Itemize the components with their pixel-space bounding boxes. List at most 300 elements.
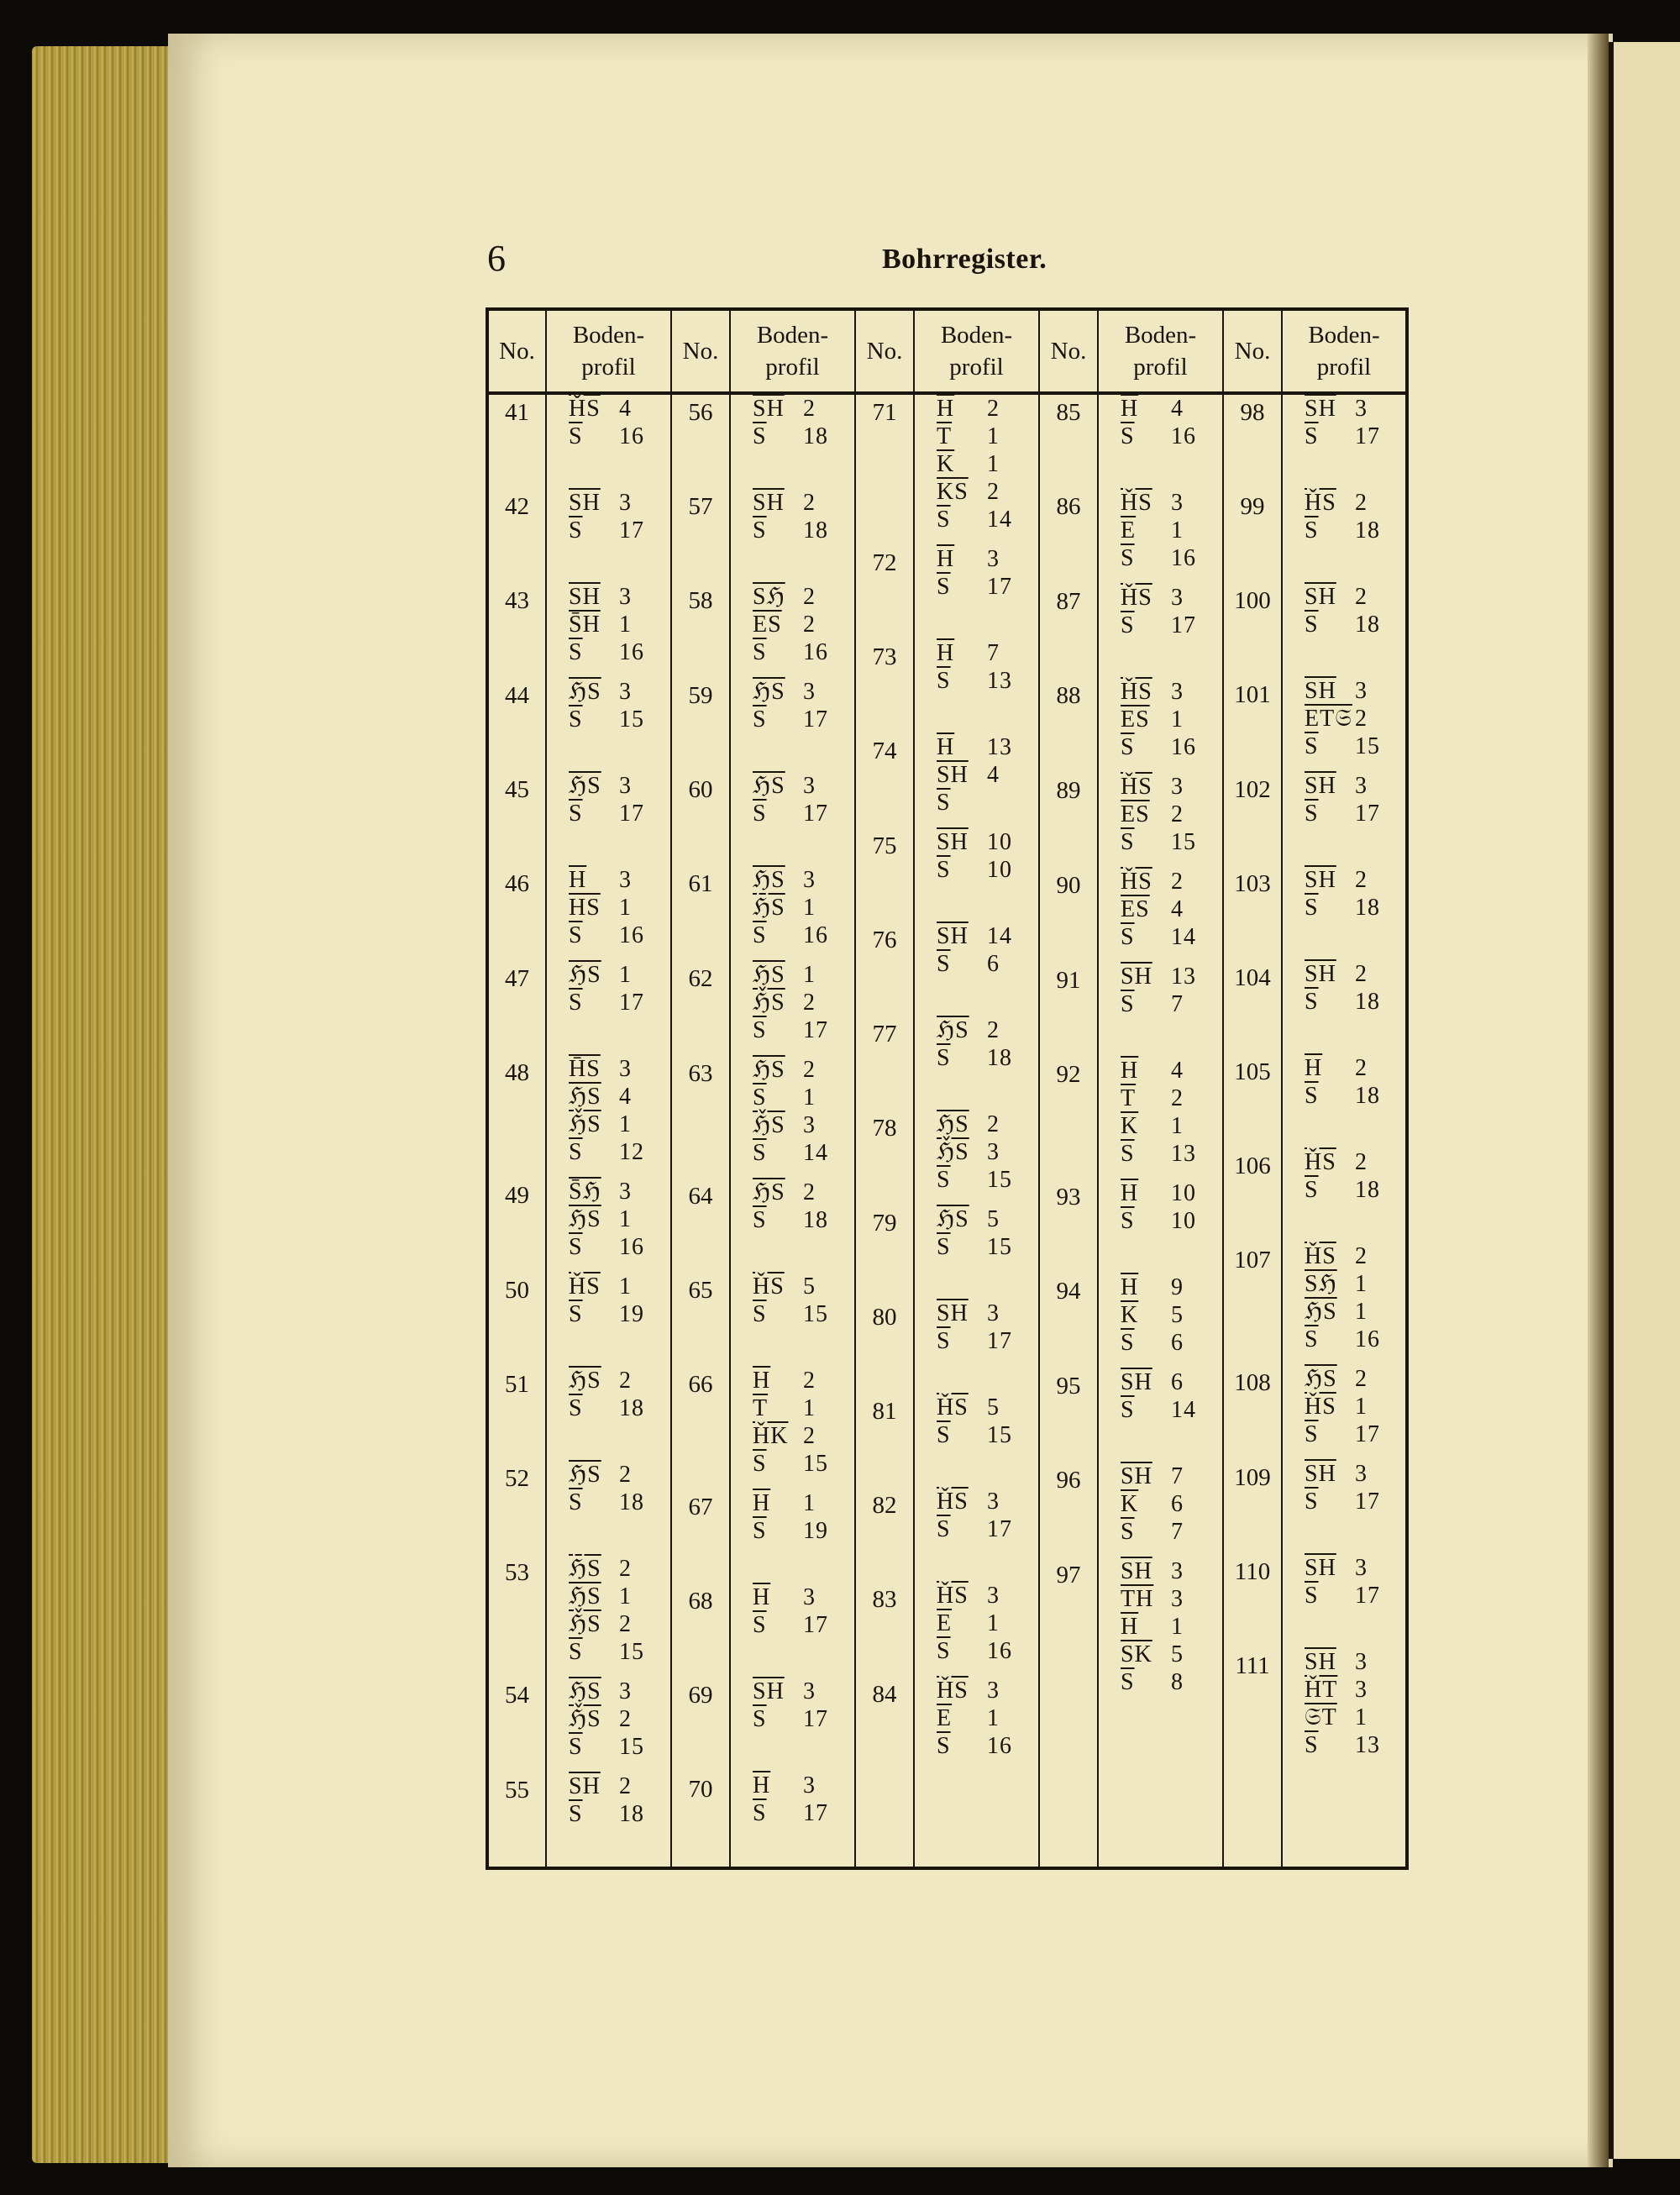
- profile-layer: [1121, 544, 1222, 572]
- soil-profile: [915, 1394, 1038, 1488]
- layer-symbol: $\overline{SH}$: [937, 829, 969, 855]
- layer-symbol: $\overline{S}$: [1305, 733, 1319, 759]
- layer-symbol: $\overline{SH}$: [937, 923, 969, 949]
- layer-depth: 2: [1355, 706, 1368, 732]
- profile-layer: [937, 1582, 1038, 1609]
- layer-depth: 1: [1171, 706, 1184, 733]
- soil-profile: [1283, 1148, 1405, 1242]
- layer-depth: 15: [619, 706, 644, 733]
- layer-depth: 3: [803, 867, 816, 893]
- boring-number: 59: [688, 682, 713, 709]
- layer-depth: 13: [987, 668, 1012, 694]
- profile-layer: [569, 1178, 670, 1205]
- layer-symbol: $\overline{S}$: [937, 668, 951, 694]
- layer-symbol: $\overline{S}$: [569, 423, 583, 449]
- profile-layer: [569, 922, 670, 949]
- soil-profile: [731, 1678, 854, 1772]
- boring-number: 61: [688, 870, 713, 897]
- layer-depth: 17: [1355, 423, 1380, 449]
- boring-number: 56: [688, 399, 713, 426]
- boring-number: 60: [688, 776, 713, 803]
- profile-layer: [1305, 1460, 1405, 1488]
- boring-number: 97: [1056, 1562, 1081, 1588]
- profile-layer: [753, 489, 854, 517]
- boring-number: 55: [505, 1777, 529, 1804]
- layer-depth: 8: [1171, 1669, 1184, 1695]
- layer-depth: 3: [1355, 1677, 1368, 1703]
- profile-layer: [937, 545, 1038, 573]
- layer-symbol: ET𝔖: [1305, 706, 1352, 732]
- profile-layer: [753, 1056, 854, 1084]
- layer-depth: 16: [803, 639, 828, 665]
- layer-depth: 16: [1171, 734, 1196, 760]
- column-profile-cell: [914, 393, 1039, 1868]
- layer-symbol: $\overline{T}$: [753, 1395, 769, 1421]
- layer-depth: 3: [1355, 1649, 1368, 1675]
- layer-symbol: ℌ̌S: [753, 990, 785, 1016]
- soil-profile: [731, 1367, 854, 1489]
- layer-symbol: ℌS: [569, 773, 601, 799]
- layer-depth: 2: [619, 1611, 632, 1637]
- profile-layer: [1121, 706, 1222, 733]
- profile-layer: [1305, 772, 1405, 800]
- layer-symbol: $\overline{S}$: [937, 1045, 951, 1071]
- layer-symbol: $\overline{SH}$: [1305, 396, 1336, 422]
- layer-depth: 1: [803, 895, 816, 921]
- boring-number: 87: [1056, 588, 1081, 615]
- profile-layer: [1305, 611, 1405, 638]
- soil-profile: [915, 828, 1038, 922]
- layer-symbol: $\overline{S}$: [1305, 1421, 1319, 1447]
- profile-layer: [569, 1733, 670, 1761]
- layer-symbol: ℌS: [1305, 1366, 1337, 1392]
- boring-number: 100: [1234, 587, 1271, 614]
- soil-profile: [731, 678, 854, 772]
- soil-profile: [1099, 1557, 1222, 1708]
- layer-symbol: $\overline{S}$: [753, 922, 767, 948]
- layer-depth: 2: [803, 990, 816, 1016]
- layer-depth: 15: [803, 1451, 828, 1477]
- layer-depth: 1: [1171, 1113, 1184, 1139]
- profile-layer: [1121, 1179, 1222, 1207]
- soil-profile: [1099, 963, 1222, 1057]
- layer-symbol: $\overline{S}$: [1305, 1177, 1319, 1203]
- layer-symbol: $\overline{SH}$: [569, 490, 601, 516]
- profile-layer: [569, 894, 670, 922]
- layer-depth: 17: [1355, 801, 1380, 827]
- layer-symbol: $\overline{S}$: [1305, 1489, 1319, 1515]
- profile-layer: [1305, 423, 1405, 450]
- layer-symbol: $\overline{S}$: [753, 639, 767, 665]
- layer-symbol: $\overline{SH}$: [569, 584, 601, 610]
- layer-symbol: $\overline{SH}$: [1305, 867, 1336, 893]
- layer-depth: 14: [1171, 924, 1196, 950]
- boring-number: 75: [872, 832, 897, 859]
- profile-layer: [937, 1732, 1038, 1760]
- soil-profile: [1099, 395, 1222, 489]
- boring-number: 85: [1056, 399, 1081, 426]
- layer-depth: 15: [987, 1167, 1012, 1193]
- profile-layer: [937, 1421, 1038, 1449]
- layer-symbol: $\overline{S}$: [569, 706, 583, 733]
- layer-depth: 18: [803, 423, 828, 449]
- profile-layer: [1121, 923, 1222, 951]
- boring-number: 90: [1056, 872, 1081, 899]
- layer-depth: 3: [1355, 678, 1368, 704]
- layer-symbol: $\overline{S}$: [569, 1395, 583, 1421]
- layer-symbol: ℌS: [753, 1057, 785, 1083]
- layer-depth: 3: [1171, 585, 1184, 611]
- boring-number: 68: [688, 1588, 713, 1615]
- layer-depth: 2: [619, 1773, 632, 1799]
- profile-layer: [937, 950, 1038, 978]
- layer-symbol: $\overline{ȞS}$: [569, 1273, 601, 1300]
- layer-symbol: $\overline{S}$: [753, 1207, 767, 1233]
- layer-depth: 4: [619, 396, 632, 422]
- layer-depth: 16: [619, 1234, 644, 1260]
- profile-layer: [1305, 1365, 1405, 1393]
- profile-layer: [753, 922, 854, 949]
- layer-symbol: $\overline{S}$: [1121, 734, 1135, 760]
- layer-symbol: ℌS: [569, 962, 601, 988]
- soil-profile: [547, 583, 670, 678]
- profile-layer: [1305, 1298, 1405, 1326]
- layer-symbol: $\overline{SH}$: [753, 490, 785, 516]
- layer-symbol: $\overline{S}$: [1305, 895, 1319, 921]
- profile-layer: [753, 1111, 854, 1139]
- header-bodenprofil: Boden- profil: [1282, 309, 1407, 393]
- layer-depth: 2: [1355, 1243, 1368, 1269]
- layer-symbol: $\overline{S}$: [937, 1422, 951, 1448]
- soil-profile: [731, 489, 854, 583]
- layer-depth: 3: [1171, 1586, 1184, 1612]
- profile-layer: [569, 1083, 670, 1111]
- soil-profile: [547, 1273, 670, 1367]
- profile-layer: [569, 1610, 670, 1638]
- layer-symbol: ℌS: [569, 1368, 601, 1394]
- layer-depth: 18: [987, 1045, 1012, 1071]
- profile-layer: [1305, 1082, 1405, 1110]
- soil-profile: [915, 733, 1038, 828]
- layer-symbol: ℌS: [753, 962, 785, 988]
- layer-depth: 2: [1355, 490, 1368, 516]
- soil-profile: [547, 1461, 670, 1555]
- layer-symbol: $\overline{H}$: [1121, 1180, 1139, 1206]
- layer-depth: 17: [619, 517, 644, 543]
- layer-symbol: $\overline{HS}$: [569, 895, 601, 921]
- boring-number: 108: [1234, 1369, 1271, 1396]
- profile-layer: [1121, 1490, 1222, 1518]
- soil-profile: [1283, 677, 1405, 772]
- profile-layer: [1121, 990, 1222, 1018]
- boring-number: 80: [872, 1304, 897, 1331]
- layer-symbol: $\overline{ȞS}$: [1305, 1394, 1336, 1420]
- profile-layer: [753, 517, 854, 544]
- soil-profile: [731, 1772, 854, 1866]
- layer-depth: 3: [1355, 396, 1368, 422]
- bohrregister-table: [486, 307, 1409, 1870]
- profile-layer: [1121, 1140, 1222, 1168]
- layer-symbol: $\overline{S}$: [937, 1516, 951, 1542]
- layer-depth: 17: [803, 1800, 828, 1826]
- boring-number: 94: [1056, 1278, 1081, 1305]
- profile-layer: [569, 1205, 670, 1233]
- layer-depth: 17: [803, 1612, 828, 1638]
- profile-layer: [1121, 1518, 1222, 1546]
- soil-profile: [547, 395, 670, 489]
- boring-number: 62: [688, 965, 713, 992]
- profile-layer: [569, 866, 670, 894]
- layer-depth: 3: [987, 1678, 1000, 1704]
- layer-depth: 17: [803, 1017, 828, 1043]
- profile-layer: [569, 583, 670, 611]
- profile-layer: [1305, 517, 1405, 544]
- layer-symbol: ℌ̌S: [753, 1112, 785, 1138]
- profile-layer: [569, 1367, 670, 1394]
- profile-layer: [937, 639, 1038, 667]
- layer-depth: 2: [803, 1179, 816, 1205]
- layer-depth: 10: [1171, 1208, 1196, 1234]
- soil-profile: [547, 678, 670, 772]
- soil-profile: [915, 639, 1038, 733]
- layer-depth: 16: [619, 423, 644, 449]
- layer-depth: 3: [1171, 679, 1184, 705]
- layer-symbol: $\overline{ȞS}$: [937, 1583, 969, 1609]
- layer-symbol: $\overline{S}$: [1305, 1732, 1319, 1758]
- profile-layer: [569, 1461, 670, 1489]
- layer-depth: 13: [1171, 1141, 1196, 1167]
- layer-symbol: $\overline{S}$: [937, 574, 951, 600]
- profile-layer: [753, 395, 854, 423]
- soil-profile: [731, 583, 854, 678]
- profile-layer: [937, 828, 1038, 856]
- profile-layer: [937, 478, 1038, 506]
- profile-layer: [569, 1705, 670, 1733]
- layer-depth: 17: [1355, 1421, 1380, 1447]
- column-no-cell: [855, 393, 914, 1868]
- layer-depth: 18: [1355, 1177, 1380, 1203]
- layer-depth: 3: [803, 1678, 816, 1704]
- layer-depth: 17: [803, 801, 828, 827]
- layer-depth: 16: [803, 922, 828, 948]
- layer-depth: 3: [803, 679, 816, 705]
- layer-depth: 1: [1171, 1614, 1184, 1640]
- layer-depth: 17: [1171, 612, 1196, 638]
- boring-number: 71: [872, 399, 897, 426]
- profile-layer: [1305, 1420, 1405, 1448]
- soil-profile: [1283, 1242, 1405, 1365]
- layer-depth: 5: [1171, 1302, 1184, 1328]
- layer-symbol: $\overline{E}$: [937, 1705, 953, 1731]
- layer-symbol: $\overline{ȞS}$: [937, 1489, 969, 1515]
- layer-symbol: $\overline{K}$: [937, 451, 955, 477]
- layer-symbol: ℌS: [753, 679, 785, 705]
- profile-layer: [753, 894, 854, 922]
- boring-number: 77: [872, 1021, 897, 1048]
- layer-depth: 4: [1171, 896, 1184, 922]
- layer-symbol: $\overline{S}$: [937, 951, 951, 977]
- layer-depth: 16: [619, 639, 644, 665]
- soil-profile: [1283, 583, 1405, 677]
- layer-symbol: $\overline{ȞS}$: [1121, 774, 1152, 800]
- profile-layer: [1305, 1242, 1405, 1270]
- boring-number: 83: [872, 1586, 897, 1613]
- layer-symbol: $\overline{T}$: [937, 423, 953, 449]
- layer-depth: 3: [987, 1489, 1000, 1515]
- layer-symbol: ℌS: [753, 773, 785, 799]
- profile-layer: [569, 1300, 670, 1328]
- profile-layer: [1121, 1112, 1222, 1140]
- boring-number: 57: [688, 493, 713, 520]
- layer-depth: 1: [987, 451, 1000, 477]
- profile-layer: [753, 772, 854, 800]
- layer-depth: 3: [1171, 1558, 1184, 1584]
- profile-layer: [937, 1016, 1038, 1044]
- soil-profile: [1099, 1368, 1222, 1462]
- profile-layer: [569, 961, 670, 989]
- profile-layer: [1305, 866, 1405, 894]
- boring-number: 44: [505, 682, 529, 709]
- profile-layer: [1121, 423, 1222, 450]
- soil-profile: [547, 489, 670, 583]
- profile-layer: [753, 678, 854, 706]
- layer-symbol: $\overline{S}$: [1121, 1330, 1135, 1356]
- layer-symbol: $\overline{S}$: [1305, 423, 1319, 449]
- layer-symbol: $\overline{KS}$: [937, 479, 969, 505]
- boring-number: 102: [1234, 776, 1271, 803]
- profile-layer: [1305, 489, 1405, 517]
- column-profile-cell: [1282, 393, 1407, 1868]
- layer-depth: 17: [1355, 1489, 1380, 1515]
- profile-layer: [1121, 868, 1222, 895]
- layer-symbol: $\overline{S}$: [753, 1140, 767, 1166]
- layer-depth: 1: [619, 1583, 632, 1609]
- soil-profile: [1283, 866, 1405, 960]
- soil-profile: [915, 1582, 1038, 1677]
- layer-depth: 3: [987, 1583, 1000, 1609]
- boring-number: 47: [505, 965, 529, 992]
- layer-depth: 1: [803, 1490, 816, 1516]
- layer-symbol: $\overline{S}$: [569, 1301, 583, 1327]
- layer-symbol: $\overline{SH}$: [1305, 961, 1336, 987]
- layer-symbol: $\overline{TH}$: [1121, 1586, 1154, 1612]
- profile-layer: [569, 517, 670, 544]
- soil-profile: [1099, 1179, 1222, 1273]
- soil-profile: [731, 1056, 854, 1179]
- page-number: 6: [487, 238, 506, 279]
- layer-symbol: $\overline{H}$: [937, 734, 955, 760]
- layer-symbol: $\overline{H}$: [937, 396, 955, 422]
- boring-number: 53: [505, 1559, 529, 1586]
- layer-symbol: ℌS: [569, 1583, 601, 1609]
- boring-number: 82: [872, 1492, 897, 1519]
- boring-number: 105: [1234, 1058, 1271, 1085]
- soil-profile: [731, 1489, 854, 1583]
- layer-depth: 3: [803, 773, 816, 799]
- profile-layer: [569, 1055, 670, 1083]
- layer-depth: 2: [1355, 867, 1368, 893]
- profile-layer: [937, 856, 1038, 884]
- soil-profile: [915, 1016, 1038, 1111]
- header-bodenprofil: Boden- profil: [546, 309, 671, 393]
- soil-profile: [1283, 960, 1405, 1054]
- profile-layer: [1305, 894, 1405, 922]
- layer-depth: 14: [1171, 1397, 1196, 1423]
- profile-layer: [1305, 1676, 1405, 1704]
- profile-layer: [1121, 517, 1222, 544]
- profile-layer: [753, 1179, 854, 1206]
- layer-depth: 4: [619, 1084, 632, 1110]
- boring-number: 76: [872, 927, 897, 953]
- layer-symbol: $\overline{S}$: [753, 1451, 767, 1477]
- layer-depth: 1: [1171, 517, 1184, 543]
- layer-symbol: ℌS: [937, 1111, 969, 1137]
- layer-depth: 4: [1171, 396, 1184, 422]
- profile-layer: [569, 1583, 670, 1610]
- layer-symbol: $\overline{S}$: [753, 801, 767, 827]
- layer-depth: 14: [987, 507, 1012, 533]
- layer-depth: 13: [1171, 964, 1196, 990]
- layer-depth: 2: [987, 396, 1000, 422]
- layer-depth: 7: [987, 640, 1000, 666]
- profile-layer: [753, 423, 854, 450]
- layer-depth: 7: [1171, 1463, 1184, 1489]
- profile-layer: [569, 395, 670, 423]
- layer-depth: 15: [803, 1301, 828, 1327]
- layer-symbol: ℌ̌S: [569, 1111, 601, 1137]
- column-no-cell: [671, 393, 730, 1868]
- layer-depth: 1: [1355, 1394, 1368, 1420]
- layer-symbol: $\overline{S}$: [1305, 517, 1319, 543]
- layer-symbol: Sℌ: [753, 584, 785, 610]
- layer-symbol: $\overline{H}$: [1121, 1614, 1139, 1640]
- boring-number: 74: [872, 738, 897, 764]
- profile-layer: [1121, 828, 1222, 856]
- layer-depth: 2: [1355, 1366, 1368, 1392]
- profile-layer: [753, 800, 854, 827]
- layer-symbol: $\overline{ȞS}$: [937, 1678, 969, 1704]
- soil-profile: [1099, 678, 1222, 773]
- boring-number: 69: [688, 1682, 713, 1709]
- layer-depth: 2: [619, 1556, 632, 1582]
- profile-layer: [569, 489, 670, 517]
- profile-layer: [753, 1799, 854, 1827]
- profile-layer: [753, 1772, 854, 1799]
- layer-symbol: $\overline{S}$: [569, 1639, 583, 1665]
- soil-profile: [1099, 868, 1222, 963]
- layer-depth: 16: [987, 1638, 1012, 1664]
- soil-profile: [731, 1179, 854, 1273]
- layer-symbol: $\overline{S}$: [1121, 1669, 1135, 1695]
- layer-depth: 1: [619, 612, 632, 638]
- column-no-cell: [1039, 393, 1098, 1868]
- profile-layer: [753, 583, 854, 611]
- profile-layer: [569, 423, 670, 450]
- layer-depth: 19: [619, 1301, 644, 1327]
- profile-layer: [1121, 1585, 1222, 1613]
- layer-symbol: $\overline{S}$: [1121, 545, 1135, 571]
- soil-profile: [915, 1677, 1038, 1772]
- layer-symbol: $\overline{ES}$: [1121, 706, 1150, 733]
- layer-symbol: ℌ̄S: [753, 895, 785, 921]
- layer-symbol: $\overline{S}$: [937, 1638, 951, 1664]
- layer-depth: 17: [619, 801, 644, 827]
- boring-number: 51: [505, 1371, 529, 1398]
- soil-profile: [1283, 395, 1405, 489]
- profile-layer: [1121, 1613, 1222, 1641]
- header-no: No.: [487, 309, 546, 393]
- header-bodenprofil: Boden- profil: [730, 309, 855, 393]
